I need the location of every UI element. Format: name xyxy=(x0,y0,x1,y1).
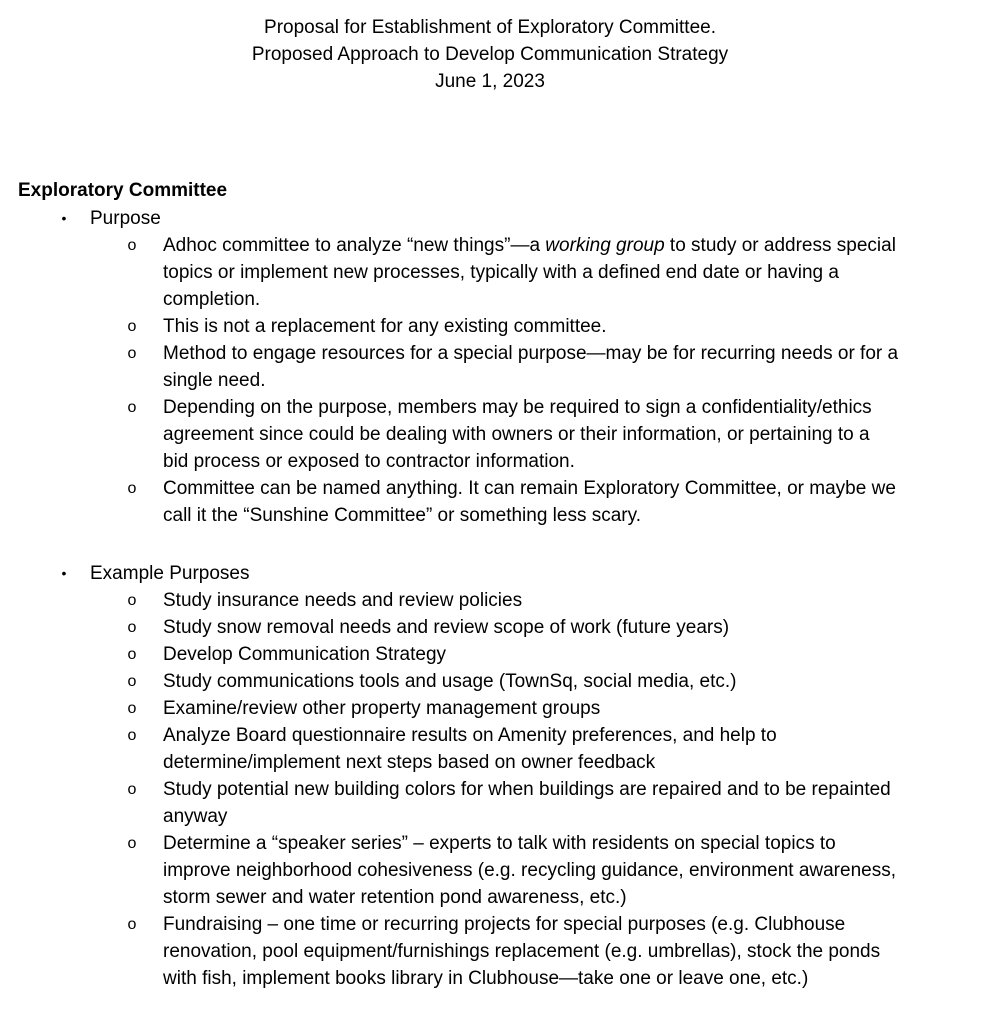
list-item-line: topics or implement new processes, typically with a defined end date or having a xyxy=(163,262,839,283)
sub-bullet-glyph: o xyxy=(127,399,137,416)
list-item-line: call it the “Sunshine Committee” or something less scary. xyxy=(163,505,641,526)
list-item-line: with fish, implement books library in Clubhouse—take one or leave one, etc.) xyxy=(163,968,809,989)
list-item-line: Study communications tools and usage (TownSq, social media, etc.) xyxy=(163,671,737,692)
list-item xyxy=(127,830,968,911)
list-item-line: anyway xyxy=(163,806,228,827)
list-item xyxy=(127,394,968,475)
list-item xyxy=(127,232,968,313)
document-header xyxy=(0,14,980,95)
bullet-purpose xyxy=(61,205,970,232)
list-item-line: Examine/review other property management groups xyxy=(163,698,601,719)
sub-bullet-glyph: o xyxy=(127,318,137,335)
list-item xyxy=(127,614,968,641)
sub-bullet-glyph: o xyxy=(127,727,137,744)
list-item xyxy=(127,911,968,992)
list-item xyxy=(127,722,968,776)
sub-bullet-glyph: o xyxy=(127,646,137,663)
sub-bullet-glyph: o xyxy=(127,916,137,933)
list-item-line: improve neighborhood cohesiveness (e.g. recycling guidance, environment awareness, xyxy=(163,860,896,881)
list-item-line: This is not a replacement for any existing committee. xyxy=(163,316,607,337)
examples-sublist xyxy=(127,587,968,992)
list-item xyxy=(127,340,968,394)
list-item xyxy=(127,475,968,529)
sub-bullet-glyph: o xyxy=(127,835,137,852)
list-item-line: single need. xyxy=(163,370,266,391)
list-item-line xyxy=(163,232,968,259)
bullet-glyph: • xyxy=(61,210,67,226)
sub-bullet-glyph: o xyxy=(127,237,137,254)
purpose-sublist xyxy=(127,232,968,529)
list-item xyxy=(127,641,968,668)
list-item-text: Adhoc committee to analyze “new things”—a xyxy=(163,235,546,256)
sub-bullet-glyph: o xyxy=(127,592,137,609)
bullet-glyph: • xyxy=(61,565,67,581)
list-item-line: Study insurance needs and review policies xyxy=(163,590,523,611)
sub-bullet-glyph: o xyxy=(127,480,137,497)
list-item-line: Develop Communication Strategy xyxy=(163,644,447,665)
bullet-examples-label: Example Purposes xyxy=(90,563,250,584)
list-item-text: to study or address special xyxy=(664,235,896,256)
list-item-line: Determine a “speaker series” – experts to talk with residents on special topics to xyxy=(163,833,836,854)
header-title-line: Proposal for Establishment of Exploratory Committee. xyxy=(264,17,716,38)
list-item xyxy=(127,587,968,614)
bullet-example-purposes xyxy=(61,560,970,587)
list-item xyxy=(127,695,968,722)
sub-bullet-glyph: o xyxy=(127,619,137,636)
list-item-line: determine/implement next steps based on owner feedback xyxy=(163,752,656,773)
list-item-line: Analyze Board questionnaire results on Amenity preferences, and help to xyxy=(163,725,777,746)
bullet-purpose-label: Purpose xyxy=(90,208,161,229)
sub-bullet-glyph: o xyxy=(127,345,137,362)
sub-bullet-glyph: o xyxy=(127,700,137,717)
list-item xyxy=(127,668,968,695)
sub-bullet-glyph: o xyxy=(127,781,137,798)
list-item-line: Study snow removal needs and review scope of work (future years) xyxy=(163,617,730,638)
list-item-line: agreement since could be dealing with owners or their information, or pertaining to a xyxy=(163,424,870,445)
list-item-line: Depending on the purpose, members may be required to sign a confidentiality/ethics xyxy=(163,397,872,418)
list-item-emphasis: working group xyxy=(545,235,665,256)
list-item-line: Committee can be named anything. It can remain Exploratory Committee, or maybe we xyxy=(163,478,896,499)
list-item xyxy=(127,776,968,830)
list-item-line: Study potential new building colors for when buildings are repaired and to be repainted xyxy=(163,779,891,800)
list-item xyxy=(127,313,968,340)
section-heading: Exploratory Committee xyxy=(18,180,228,201)
list-item-line: bid process or exposed to contractor information. xyxy=(163,451,575,472)
header-subtitle-line: Proposed Approach to Develop Communication Strategy xyxy=(251,44,729,65)
list-item-line: completion. xyxy=(163,289,261,310)
list-item-line: Method to engage resources for a special purpose—may be for recurring needs or for a xyxy=(163,343,899,364)
header-date: June 1, 2023 xyxy=(435,71,545,92)
sub-bullet-glyph: o xyxy=(127,673,137,690)
list-item-line: storm sewer and water retention pond awareness, etc.) xyxy=(163,887,627,908)
list-item-line: renovation, pool equipment/furnishings replacement (e.g. umbrellas), stock the ponds xyxy=(163,941,881,962)
list-item-line: Fundraising – one time or recurring projects for special purposes (e.g. Clubhouse xyxy=(163,914,846,935)
